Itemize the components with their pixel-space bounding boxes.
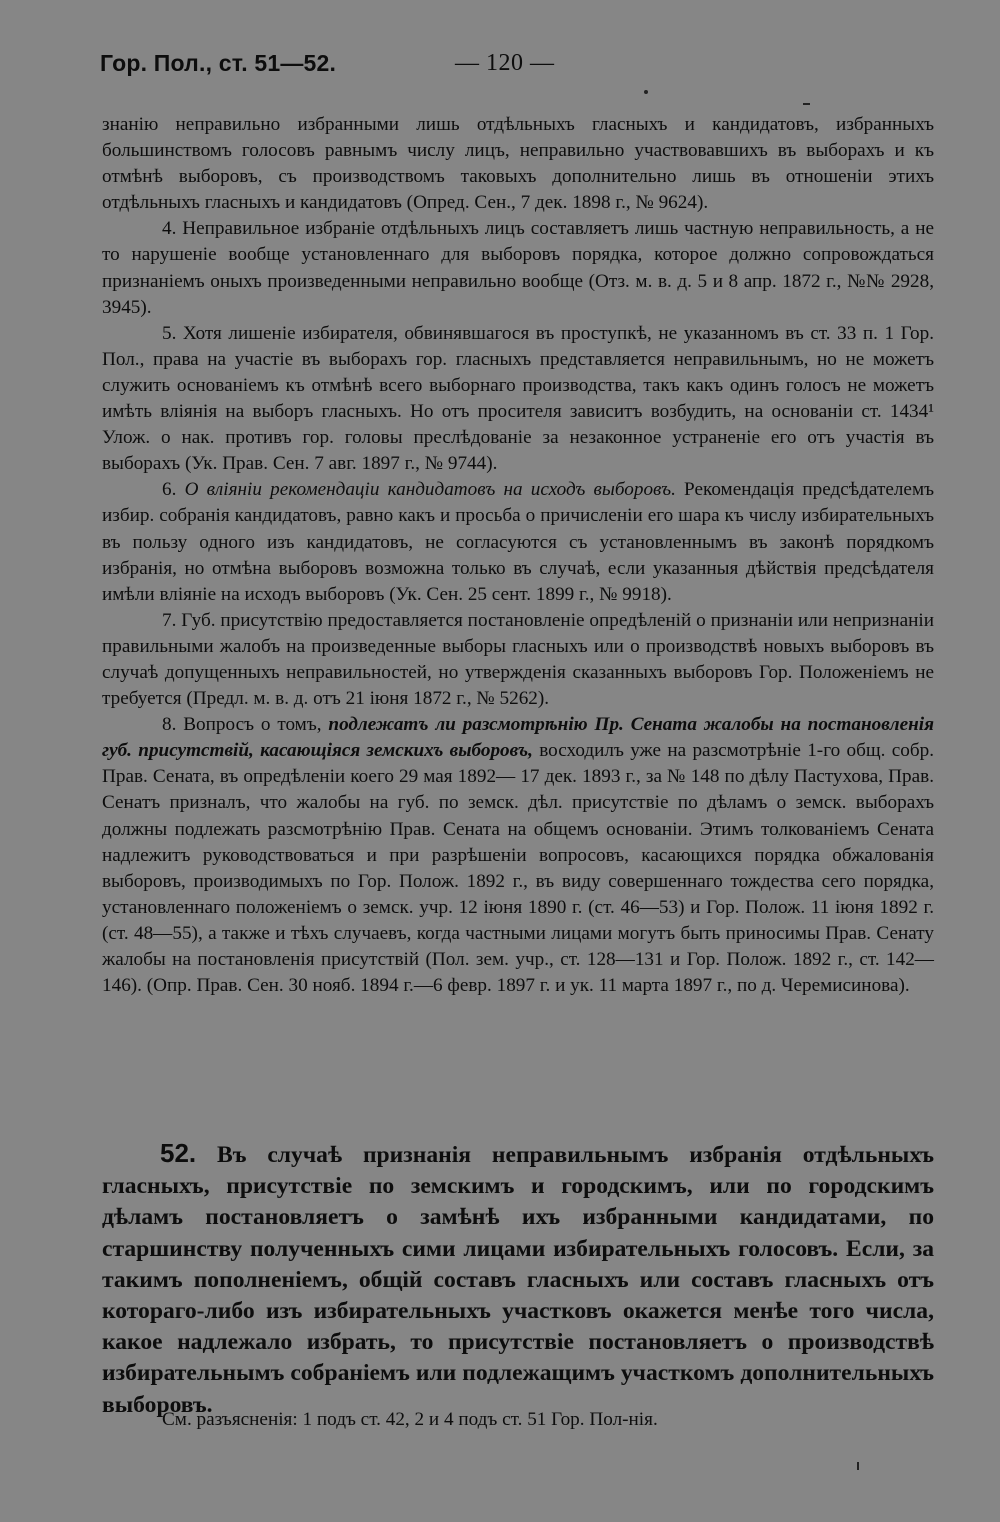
running-header (100, 50, 936, 86)
paragraph-4: 4. Неправильное избраніе отдѣльныхъ лицъ составляетъ лишь частную неправильность, а не то нарушеніе вообще установленнаго для выборовъ порядка, которое должно сопровождаться признаніемъ оныхъ произведенными неправильно вообще (Отз. м. в. д. 5 и 8 апр. 1872 г., №№ 2928, 3945). (102, 218, 934, 318)
print-speck (644, 90, 648, 94)
paragraph-8-body: восходилъ уже на разсмотрѣніе 1-го общ. собр. Прав. Сената, въ опредѣленіи коего 29 мая 1892— 17 дек. 1893 г., за № 148 по дѣлу Пастухова, Прав. Сенатъ призналъ, что жалобы на губ. по земск. дѣл. присутствіе по дѣламъ о земск. выборахъ должны подлежать разсмотрѣнію Прав. Сената на общемъ основаніи. Этимъ толкованіемъ Сената надлежитъ руководствоваться и при разрѣшеніи вопросовъ, касающихся порядка обжалованія выборовъ, производимыхъ по Гор. Полож. 1892 г., въ виду совершеннаго тождества сего порядка, установленнаго положеніемъ о земск. учр. 12 іюня 1890 г. (ст. 46—53) и Гор. Полож. 11 іюня 1892 г. (ст. 48—55), а также и тѣхъ случаевъ, когда частными лицами могутъ быть приносимы Прав. Сенату жалобы на постановленія присутствій (Пол. зем. учр., ст. 128—131 и Гор. Полож. 1892 г., ст. 142— 146). (Опр. Прав. Сен. 30 нояб. 1894 г.—6 февр. 1897 г. и ук. 11 марта 1897 г., по д. Черемисинова). (102, 740, 934, 997)
commentary-text (102, 112, 934, 999)
paragraph-6 (102, 477, 934, 607)
paragraph-6-number: 6. (162, 479, 177, 501)
print-speck (857, 1462, 859, 1470)
article-body: Въ случаѣ признанія неправильнымъ избранія отдѣльныхъ гласныхъ, присутствіе по земскимъ и городскимъ, или по городскимъ дѣламъ постановляетъ о замѣнѣ ихъ избранными кандидатами, по старшинству полученныхъ сими лицами избирательныхъ голосовъ. Если, за такимъ пополненіемъ, общій составъ гласныхъ или составъ гласныхъ отъ котораго-либо изъ избирательныхъ участковъ окажется менѣе того числа, какое надлежало избрать, то присутствіе постановляетъ о производствѣ избирательнымъ собраніемъ или подлежащимъ участкомъ дополнительныхъ выборовъ. (102, 1142, 934, 1418)
paragraph-continued: знанію неправильно избранными лишь отдѣльныхъ гласныхъ и кандидатовъ, избранныхъ большинствомъ голосовъ равнымъ числу лицъ, неправильно участвовавшихъ въ выборахъ и къ отмѣнѣ выборовъ, съ производствомъ таковыхъ дополнительно лишь въ отношеніи этихъ отдѣльныхъ гласныхъ и кандидатовъ (Опред. Сен., 7 дек. 1898 г., № 9624). (102, 114, 934, 214)
paragraph-6-body: Рекомендація предсѣдателемъ избир. собранія кандидатовъ, равно какъ и просьба о причисленіи его шара къ числу избирательныхъ въ пользу одного изъ кандидатовъ, не согласуются съ установленнымъ въ законѣ порядкомъ избранія, но отмѣна выборовъ возможна только въ случаѣ, если указанныя дѣйствія предсѣдателя имѣли вліяніе на исходъ выборовъ (Ук. Сен. 25 сент. 1899 г., № 9918). (102, 479, 935, 605)
paragraph-6-title: О вліяніи рекомендаціи кандидатовъ на исходъ выборовъ. (184, 479, 676, 501)
article-52-text (102, 1138, 934, 1421)
see-also-note: См. разъясненія: 1 подъ ст. 42, 2 и 4 подъ ст. 51 Гор. Пол-нія. (162, 1409, 658, 1430)
article-52 (102, 1138, 934, 1421)
paragraph-8-title: подлежатъ ли разсмотрѣнію Пр. Сената жалобы на постановленія губ. присутствій, касающіяся земскихъ выборовъ, (102, 714, 935, 762)
section-reference: Гор. Пол., ст. 51—52. (100, 50, 337, 76)
paragraph-8-start: 8. Вопросъ о томъ, (162, 714, 322, 736)
paragraph-8 (102, 712, 934, 999)
page-number: — 120 — (455, 50, 555, 76)
paragraph-5: 5. Хотя лишеніе избирателя, обвинявшагося въ проступкѣ, не указанномъ въ ст. 33 п. 1 Гор. Пол., права на участіе въ выборахъ гор. гласныхъ представляется неправильнымъ, но не можетъ служить основаніемъ къ отмѣнѣ всего выборнаго производства, такъ какъ одинъ голосъ не можетъ имѣть вліянія на выборъ гласныхъ. Но отъ просителя зависитъ возбудить, на основаніи ст. 1434¹ Улож. о нак. противъ гор. головы преслѣдованіе за незаконное устраненіе его отъ участія въ выборахъ (Ук. Прав. Сен. 7 авг. 1897 г., № 9744). (102, 322, 934, 475)
paragraph-7: 7. Губ. присутствію предоставляется постановленіе опредѣленій о признаніи или непризнаніи правильными жалобъ на произведенные выборы гласныхъ или о производствѣ новыхъ выборовъ въ случаѣ допущенныхъ неправильностей, но утвержденія сказанныхъ выборовъ Гор. Положеніемъ не требуется (Предл. м. в. д. отъ 21 іюня 1872 г., № 5262). (102, 609, 934, 710)
print-speck (803, 103, 810, 105)
article-number: 52. (160, 1138, 197, 1168)
